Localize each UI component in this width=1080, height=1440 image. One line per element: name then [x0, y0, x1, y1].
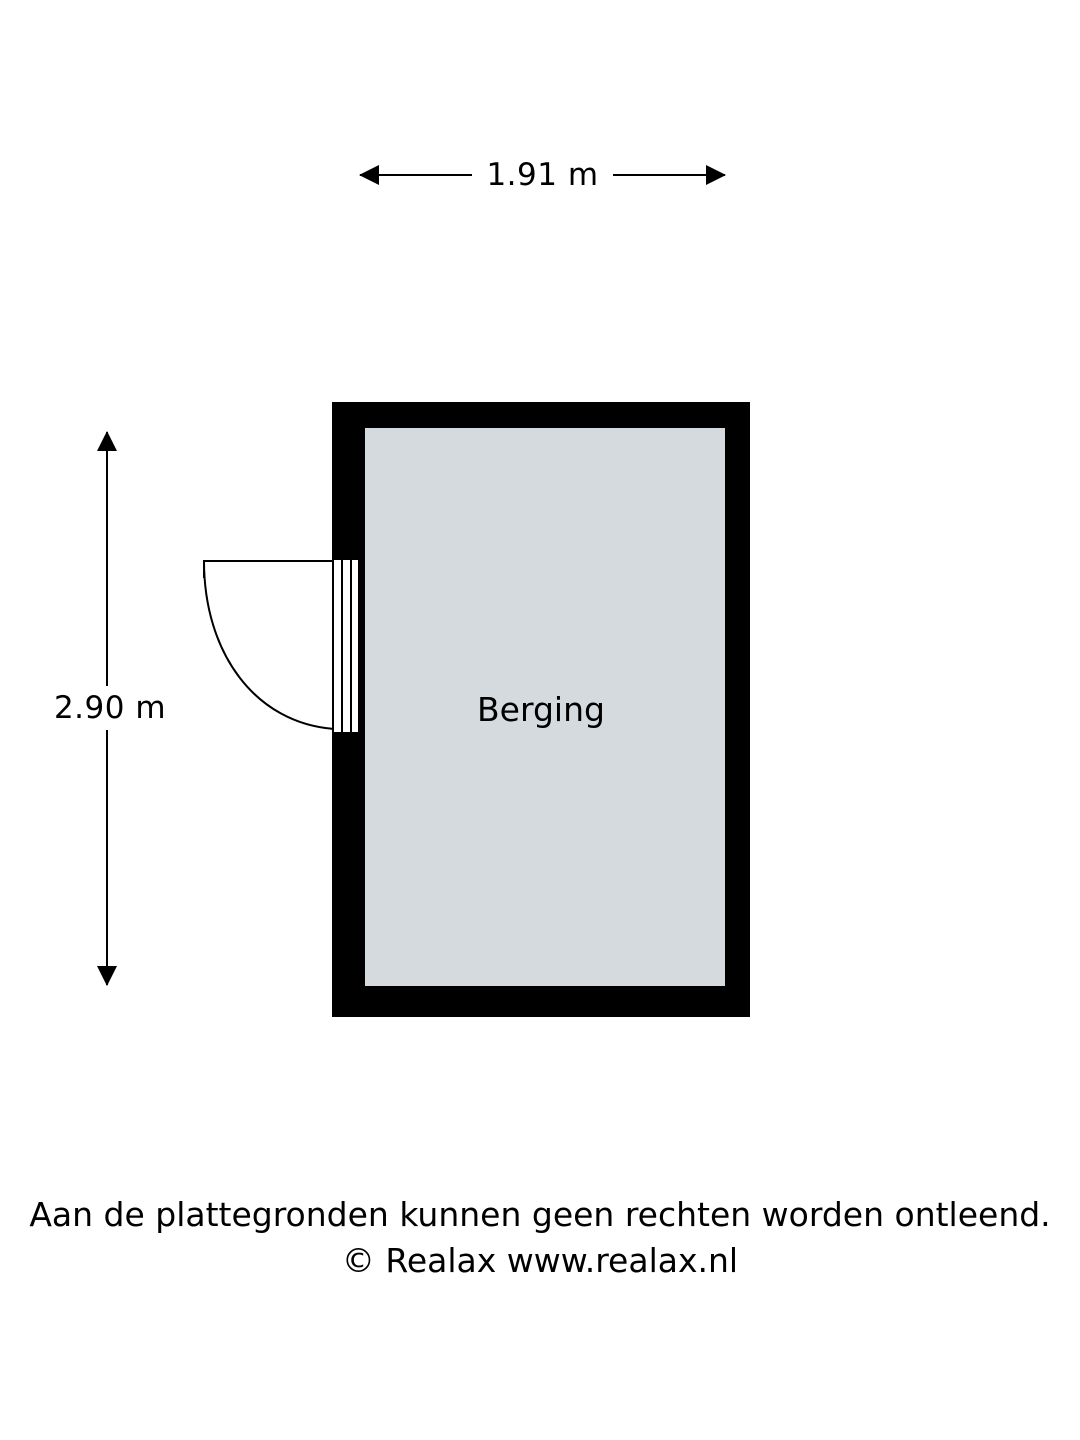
width-dimension-value: 1.91 m: [472, 157, 612, 193]
door-jamb-line: [350, 560, 352, 732]
width-dimension-label: [360, 150, 725, 200]
door-leaf: [203, 560, 333, 562]
door-opening: [332, 560, 360, 732]
door-hinge: [203, 560, 205, 578]
door-jamb-line: [332, 560, 334, 732]
door-jamb-line: [341, 560, 343, 732]
footer-copyright: © Realax www.realax.nl: [341, 1241, 739, 1280]
footer: [0, 1192, 1080, 1284]
width-dimension: [360, 150, 725, 200]
room-label: Berging: [477, 690, 605, 729]
arrow-down-icon: [97, 966, 117, 986]
arrow-up-icon: [97, 431, 117, 451]
door-jamb-line: [358, 560, 360, 732]
height-dimension-label: 2.90 m: [35, 686, 185, 730]
door-symbol: [195, 553, 360, 738]
footer-disclaimer: Aan de plattegronden kunnen geen rechten worden ontleend.: [29, 1195, 1051, 1234]
